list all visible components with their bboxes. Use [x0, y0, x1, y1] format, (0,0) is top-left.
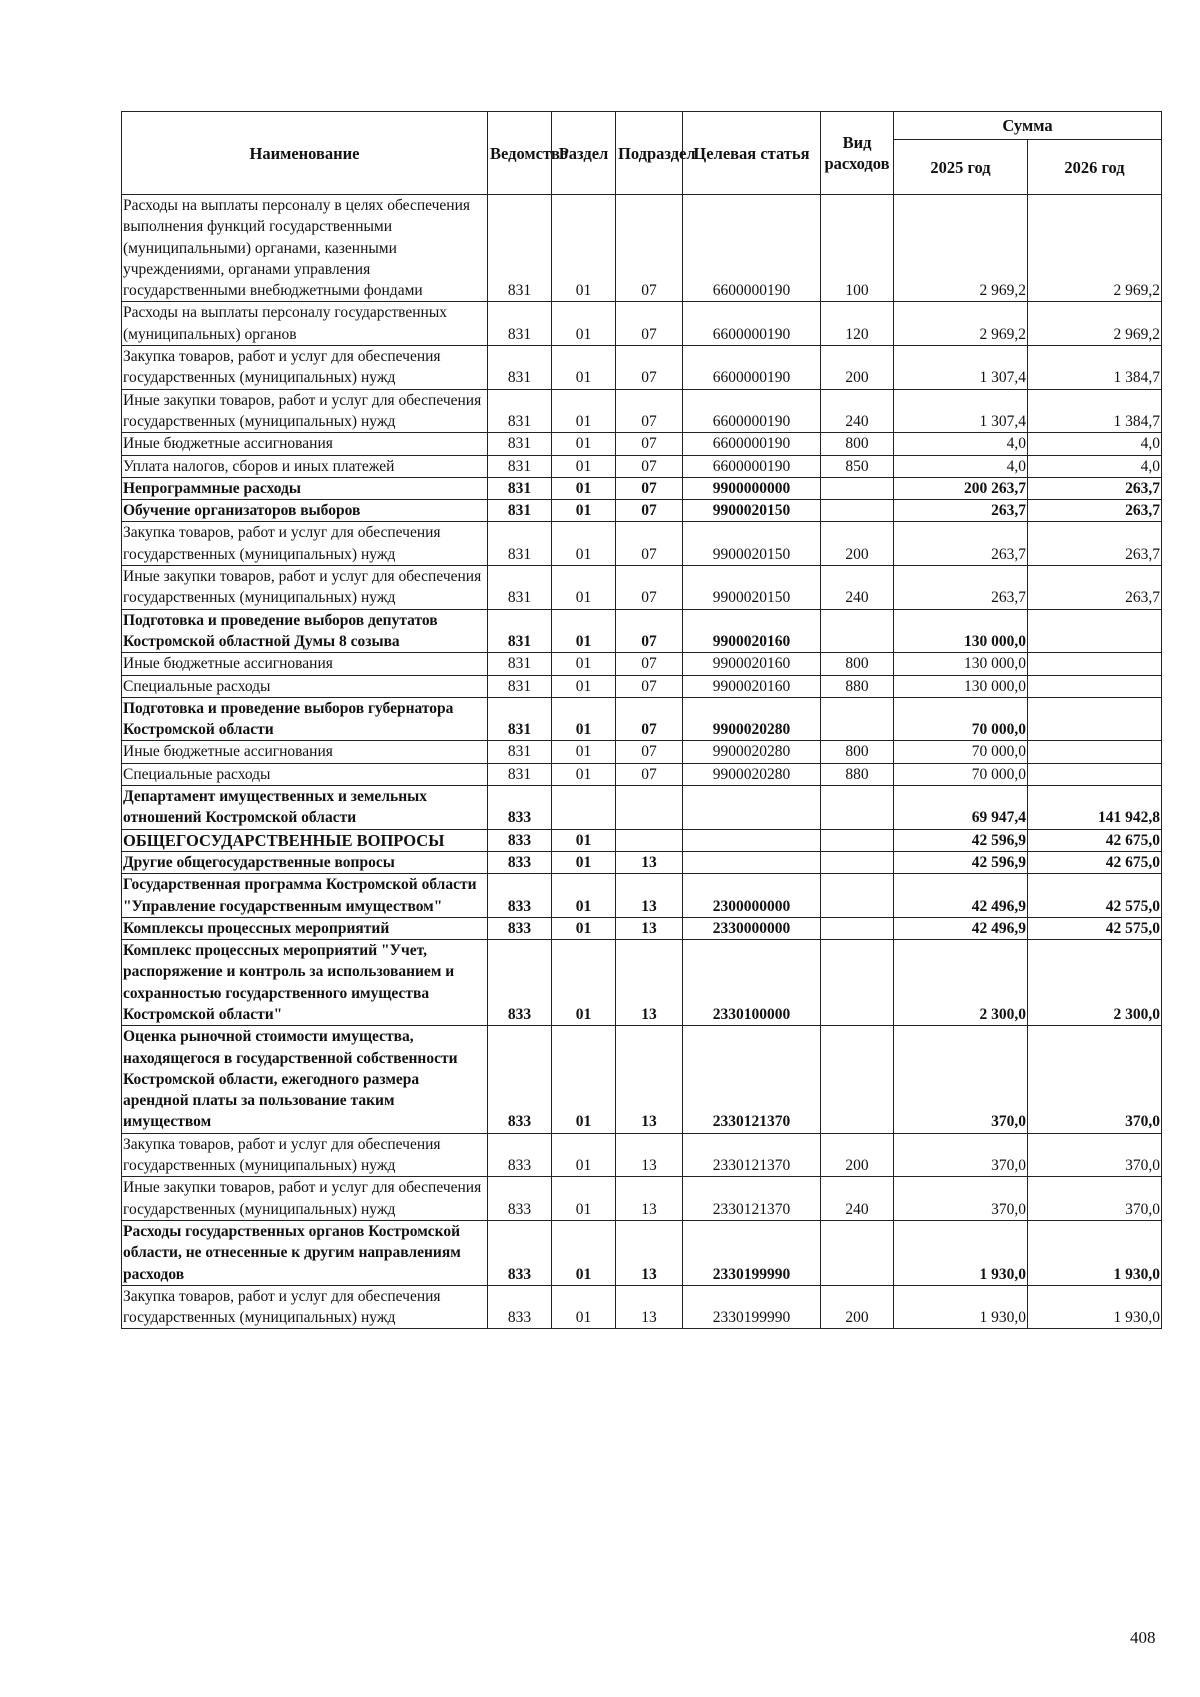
cell-2025: 70 000,0: [894, 741, 1028, 763]
header-target: Целевая статья: [683, 112, 821, 195]
cell-expense-type: 200: [821, 522, 894, 566]
cell-2026: 370,0: [1028, 1026, 1162, 1133]
cell-2025: 263,7: [894, 566, 1028, 610]
cell-section: 01: [552, 1026, 616, 1133]
cell-target: 9900020150: [683, 566, 821, 610]
cell-section: 01: [552, 302, 616, 346]
cell-expense-type: [821, 1026, 894, 1133]
table-row: [122, 302, 1162, 346]
cell-expense-type: [821, 697, 894, 741]
cell-subsection: 07: [616, 195, 683, 302]
cell-2026: 2 969,2: [1028, 195, 1162, 302]
cell-2025: 70 000,0: [894, 697, 1028, 741]
cell-ministry: 831: [488, 389, 552, 433]
cell-expense-type: 880: [821, 763, 894, 785]
cell-expense-type: 200: [821, 1285, 894, 1329]
cell-2025: 2 969,2: [894, 302, 1028, 346]
header-expense-type: Вид расходов: [821, 112, 894, 195]
cell-2026: 4,0: [1028, 433, 1162, 455]
cell-subsection: 07: [616, 566, 683, 610]
cell-ministry: 831: [488, 433, 552, 455]
cell-ministry: 831: [488, 477, 552, 499]
cell-2025: 1 930,0: [894, 1220, 1028, 1285]
cell-section: 01: [552, 477, 616, 499]
cell-target: 2330121370: [683, 1133, 821, 1177]
cell-target: 2330199990: [683, 1285, 821, 1329]
cell-section: 01: [552, 675, 616, 697]
header-year-2025: 2025 год: [894, 140, 1028, 195]
cell-subsection: [616, 829, 683, 851]
cell-target: 9900000000: [683, 477, 821, 499]
cell-expense-type: [821, 500, 894, 522]
cell-subsection: 07: [616, 763, 683, 785]
cell-2025: 1 307,4: [894, 346, 1028, 390]
cell-name: Оценка рыночной стоимости имущества, находящегося в государственной собственности Костромской области, ежегодного размера арендной платы за пользование таким имуществом: [122, 1026, 488, 1133]
cell-expense-type: 100: [821, 195, 894, 302]
cell-2026: [1028, 697, 1162, 741]
table-row: [122, 609, 1162, 653]
cell-target: 9900020160: [683, 675, 821, 697]
cell-subsection: 07: [616, 455, 683, 477]
cell-expense-type: [821, 477, 894, 499]
cell-target: 6600000190: [683, 195, 821, 302]
cell-target: 2330000000: [683, 917, 821, 939]
cell-subsection: 07: [616, 302, 683, 346]
header-sum: Сумма: [894, 112, 1162, 140]
cell-name: ОБЩЕГОСУДАРСТВЕННЫЕ ВОПРОСЫ: [122, 829, 488, 851]
cell-section: 01: [552, 940, 616, 1026]
cell-section: 01: [552, 697, 616, 741]
cell-2026: 263,7: [1028, 522, 1162, 566]
cell-2025: 130 000,0: [894, 675, 1028, 697]
table-row: [122, 697, 1162, 741]
cell-subsection: 13: [616, 1177, 683, 1221]
cell-name: Расходы государственных органов Костромской области, не отнесенные к другим направлениям расходов: [122, 1220, 488, 1285]
cell-target: 6600000190: [683, 346, 821, 390]
cell-name: Комплексы процессных мероприятий: [122, 917, 488, 939]
cell-subsection: 13: [616, 851, 683, 873]
cell-target: [683, 786, 821, 830]
cell-target: 6600000190: [683, 455, 821, 477]
cell-target: 6600000190: [683, 433, 821, 455]
header-ministry: Ведомство: [488, 112, 552, 195]
cell-subsection: [616, 786, 683, 830]
cell-section: 01: [552, 1220, 616, 1285]
cell-name: Уплата налогов, сборов и иных платежей: [122, 455, 488, 477]
cell-2026: 263,7: [1028, 566, 1162, 610]
cell-expense-type: [821, 917, 894, 939]
cell-section: 01: [552, 874, 616, 918]
cell-target: 2330100000: [683, 940, 821, 1026]
table-row: [122, 1220, 1162, 1285]
cell-name: Иные закупки товаров, работ и услуг для обеспечения государственных (муниципальных) нужд: [122, 566, 488, 610]
cell-target: 9900020280: [683, 763, 821, 785]
cell-subsection: 07: [616, 697, 683, 741]
cell-2025: 69 947,4: [894, 786, 1028, 830]
cell-2026: 370,0: [1028, 1133, 1162, 1177]
cell-name: Другие общегосударственные вопросы: [122, 851, 488, 873]
table-body: [122, 195, 1162, 1329]
cell-2026: 2 969,2: [1028, 302, 1162, 346]
cell-name: Подготовка и проведение выборов депутатов Костромской областной Думы 8 созыва: [122, 609, 488, 653]
cell-section: 01: [552, 1133, 616, 1177]
header-section: Раздел: [552, 112, 616, 195]
cell-ministry: 833: [488, 1026, 552, 1133]
cell-section: 01: [552, 195, 616, 302]
cell-2026: 1 384,7: [1028, 389, 1162, 433]
cell-ministry: 833: [488, 829, 552, 851]
cell-subsection: 07: [616, 741, 683, 763]
cell-subsection: 13: [616, 1026, 683, 1133]
cell-2026: 1 930,0: [1028, 1285, 1162, 1329]
cell-ministry: 833: [488, 917, 552, 939]
cell-2026: 1 384,7: [1028, 346, 1162, 390]
cell-section: 01: [552, 829, 616, 851]
cell-2025: 370,0: [894, 1133, 1028, 1177]
cell-2026: 4,0: [1028, 455, 1162, 477]
table-row: [122, 433, 1162, 455]
cell-expense-type: 850: [821, 455, 894, 477]
budget-table: [121, 111, 1162, 1329]
cell-section: 01: [552, 851, 616, 873]
cell-expense-type: 240: [821, 389, 894, 433]
cell-2026: 1 930,0: [1028, 1220, 1162, 1285]
table-row: [122, 1026, 1162, 1133]
cell-target: 6600000190: [683, 389, 821, 433]
cell-2025: 4,0: [894, 433, 1028, 455]
cell-2025: 370,0: [894, 1177, 1028, 1221]
cell-2025: 263,7: [894, 500, 1028, 522]
cell-target: 9900020150: [683, 500, 821, 522]
table-row: [122, 874, 1162, 918]
cell-expense-type: [821, 851, 894, 873]
cell-2026: 42 675,0: [1028, 851, 1162, 873]
cell-expense-type: [821, 940, 894, 1026]
cell-ministry: 831: [488, 195, 552, 302]
cell-subsection: 07: [616, 477, 683, 499]
cell-name: Закупка товаров, работ и услуг для обеспечения государственных (муниципальных) нужд: [122, 1133, 488, 1177]
cell-ministry: 831: [488, 675, 552, 697]
cell-name: Закупка товаров, работ и услуг для обеспечения государственных (муниципальных) нужд: [122, 1285, 488, 1329]
table-row: [122, 786, 1162, 830]
cell-2026: 42 575,0: [1028, 917, 1162, 939]
cell-expense-type: [821, 829, 894, 851]
cell-ministry: 831: [488, 697, 552, 741]
cell-subsection: 13: [616, 1220, 683, 1285]
table-row: [122, 522, 1162, 566]
cell-expense-type: 200: [821, 346, 894, 390]
cell-2026: 42 575,0: [1028, 874, 1162, 918]
cell-target: 2300000000: [683, 874, 821, 918]
cell-name: Расходы на выплаты персоналу государственных (муниципальных) органов: [122, 302, 488, 346]
cell-section: 01: [552, 1285, 616, 1329]
cell-section: 01: [552, 763, 616, 785]
cell-expense-type: [821, 609, 894, 653]
cell-section: 01: [552, 566, 616, 610]
cell-subsection: 13: [616, 1285, 683, 1329]
cell-section: 01: [552, 522, 616, 566]
cell-target: 9900020150: [683, 522, 821, 566]
cell-section: 01: [552, 500, 616, 522]
table-row: [122, 940, 1162, 1026]
cell-target: [683, 829, 821, 851]
cell-section: [552, 786, 616, 830]
table-row: [122, 763, 1162, 785]
cell-2025: 4,0: [894, 455, 1028, 477]
page-number: 408: [1130, 1628, 1156, 1647]
cell-2025: 130 000,0: [894, 653, 1028, 675]
cell-2025: 370,0: [894, 1026, 1028, 1133]
cell-target: 6600000190: [683, 302, 821, 346]
table-row: [122, 1177, 1162, 1221]
cell-expense-type: 800: [821, 433, 894, 455]
cell-ministry: 833: [488, 1177, 552, 1221]
table-row: [122, 500, 1162, 522]
cell-2025: 2 969,2: [894, 195, 1028, 302]
cell-2025: 200 263,7: [894, 477, 1028, 499]
table-row: [122, 675, 1162, 697]
cell-2025: 42 596,9: [894, 851, 1028, 873]
cell-name: Иные бюджетные ассигнования: [122, 653, 488, 675]
cell-name: Закупка товаров, работ и услуг для обеспечения государственных (муниципальных) нужд: [122, 522, 488, 566]
cell-target: 9900020280: [683, 697, 821, 741]
cell-target: 2330121370: [683, 1177, 821, 1221]
header-subsection: Подраздел: [616, 112, 683, 195]
table-row: [122, 653, 1162, 675]
cell-ministry: 833: [488, 1133, 552, 1177]
cell-ministry: 833: [488, 1285, 552, 1329]
cell-2025: 70 000,0: [894, 763, 1028, 785]
cell-2025: 130 000,0: [894, 609, 1028, 653]
cell-subsection: 13: [616, 874, 683, 918]
cell-2026: [1028, 675, 1162, 697]
cell-ministry: 833: [488, 851, 552, 873]
cell-ministry: 831: [488, 653, 552, 675]
cell-ministry: 833: [488, 874, 552, 918]
cell-2026: 263,7: [1028, 477, 1162, 499]
cell-name: Государственная программа Костромской области "Управление государственным имуществом": [122, 874, 488, 918]
cell-2026: [1028, 741, 1162, 763]
table-row: [122, 346, 1162, 390]
cell-target: 2330199990: [683, 1220, 821, 1285]
cell-subsection: 13: [616, 940, 683, 1026]
cell-expense-type: [821, 874, 894, 918]
cell-2026: 2 300,0: [1028, 940, 1162, 1026]
table-row: [122, 195, 1162, 302]
cell-subsection: 13: [616, 917, 683, 939]
cell-name: Специальные расходы: [122, 675, 488, 697]
cell-name: Непрограммные расходы: [122, 477, 488, 499]
cell-2025: 263,7: [894, 522, 1028, 566]
cell-name: Комплекс процессных мероприятий "Учет, распоряжение и контроль за использованием и сохранностью государственного имущества Костромской области": [122, 940, 488, 1026]
cell-name: Иные закупки товаров, работ и услуг для обеспечения государственных (муниципальных) нужд: [122, 1177, 488, 1221]
cell-expense-type: 200: [821, 1133, 894, 1177]
cell-expense-type: 240: [821, 1177, 894, 1221]
cell-subsection: 07: [616, 675, 683, 697]
cell-target: 9900020280: [683, 741, 821, 763]
cell-expense-type: 120: [821, 302, 894, 346]
cell-ministry: 831: [488, 302, 552, 346]
cell-ministry: 831: [488, 741, 552, 763]
cell-section: 01: [552, 346, 616, 390]
cell-target: [683, 851, 821, 873]
table-row: [122, 477, 1162, 499]
table-row: [122, 455, 1162, 477]
cell-section: 01: [552, 455, 616, 477]
cell-2025: 1 307,4: [894, 389, 1028, 433]
cell-ministry: 831: [488, 763, 552, 785]
cell-ministry: 831: [488, 346, 552, 390]
cell-section: 01: [552, 433, 616, 455]
cell-2026: 141 942,8: [1028, 786, 1162, 830]
cell-target: 2330121370: [683, 1026, 821, 1133]
table-row: [122, 389, 1162, 433]
cell-name: Департамент имущественных и земельных отношений Костромской области: [122, 786, 488, 830]
cell-ministry: 833: [488, 786, 552, 830]
cell-expense-type: [821, 1220, 894, 1285]
cell-2026: [1028, 653, 1162, 675]
cell-section: 01: [552, 389, 616, 433]
cell-expense-type: [821, 786, 894, 830]
header-year-2026: 2026 год: [1028, 140, 1162, 195]
cell-section: 01: [552, 1177, 616, 1221]
table-row: [122, 566, 1162, 610]
cell-expense-type: 880: [821, 675, 894, 697]
table-row: [122, 917, 1162, 939]
cell-expense-type: 240: [821, 566, 894, 610]
cell-name: Иные бюджетные ассигнования: [122, 741, 488, 763]
cell-ministry: 833: [488, 940, 552, 1026]
cell-ministry: 833: [488, 1220, 552, 1285]
cell-2026: 42 675,0: [1028, 829, 1162, 851]
cell-ministry: 831: [488, 455, 552, 477]
cell-subsection: 07: [616, 500, 683, 522]
cell-subsection: 07: [616, 433, 683, 455]
table-row: [122, 851, 1162, 873]
cell-section: 01: [552, 917, 616, 939]
cell-section: 01: [552, 741, 616, 763]
cell-section: 01: [552, 653, 616, 675]
cell-subsection: 07: [616, 346, 683, 390]
cell-name: Обучение организаторов выборов: [122, 500, 488, 522]
cell-ministry: 831: [488, 566, 552, 610]
cell-target: 9900020160: [683, 653, 821, 675]
header-name: Наименование: [122, 112, 488, 195]
table-row: [122, 1133, 1162, 1177]
table-row: [122, 741, 1162, 763]
cell-name: Подготовка и проведение выборов губернатора Костромской области: [122, 697, 488, 741]
cell-name: Иные бюджетные ассигнования: [122, 433, 488, 455]
cell-name: Закупка товаров, работ и услуг для обеспечения государственных (муниципальных) нужд: [122, 346, 488, 390]
cell-subsection: 07: [616, 609, 683, 653]
cell-section: 01: [552, 609, 616, 653]
table-header: [122, 112, 1162, 195]
cell-name: Специальные расходы: [122, 763, 488, 785]
cell-ministry: 831: [488, 609, 552, 653]
cell-2026: 370,0: [1028, 1177, 1162, 1221]
cell-expense-type: 800: [821, 741, 894, 763]
cell-subsection: 13: [616, 1133, 683, 1177]
cell-2026: 263,7: [1028, 500, 1162, 522]
cell-name: Иные закупки товаров, работ и услуг для обеспечения государственных (муниципальных) нужд: [122, 389, 488, 433]
cell-2026: [1028, 609, 1162, 653]
cell-subsection: 07: [616, 653, 683, 675]
cell-2025: 42 496,9: [894, 917, 1028, 939]
cell-2025: 2 300,0: [894, 940, 1028, 1026]
cell-subsection: 07: [616, 389, 683, 433]
cell-2025: 42 596,9: [894, 829, 1028, 851]
table-row: [122, 1285, 1162, 1329]
table-row: [122, 829, 1162, 851]
cell-ministry: 831: [488, 500, 552, 522]
cell-name: Расходы на выплаты персоналу в целях обеспечения выполнения функций государственными (муниципальными) органами, казенными учреждениями, органами управления государственными внебюджетными фондами: [122, 195, 488, 302]
cell-target: 9900020160: [683, 609, 821, 653]
cell-2025: 42 496,9: [894, 874, 1028, 918]
cell-ministry: 831: [488, 522, 552, 566]
cell-subsection: 07: [616, 522, 683, 566]
cell-2025: 1 930,0: [894, 1285, 1028, 1329]
cell-expense-type: 800: [821, 653, 894, 675]
cell-2026: [1028, 763, 1162, 785]
